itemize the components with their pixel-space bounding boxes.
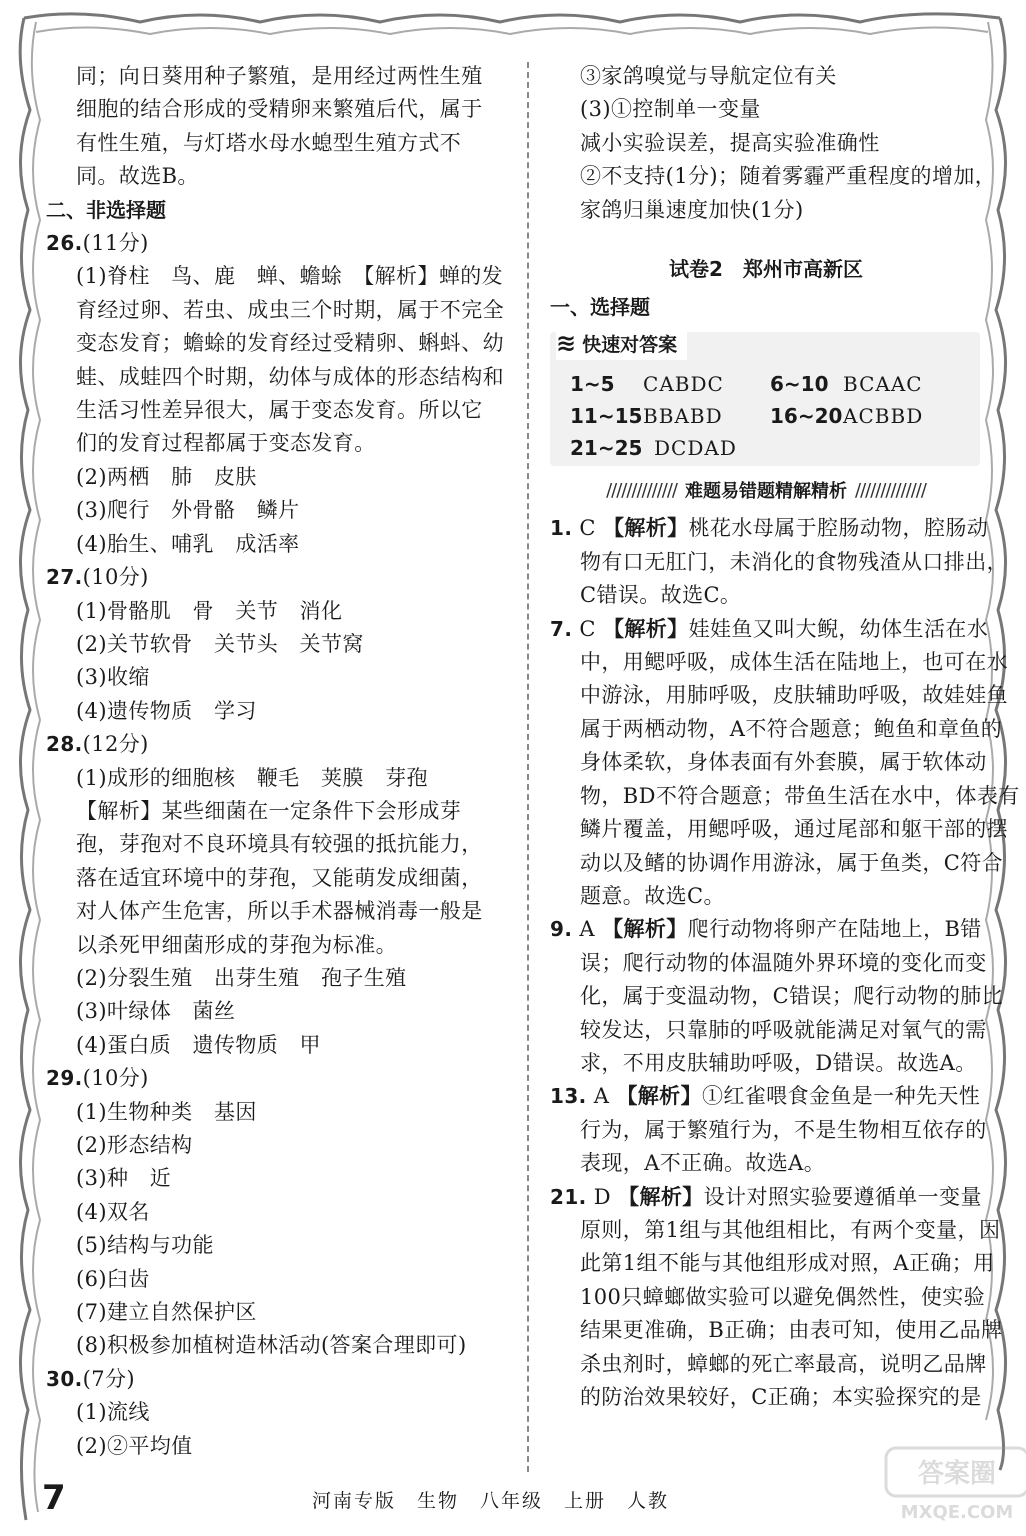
answer-line: (2)②平均值 [76,1433,193,1458]
analysis-number: 1. [550,516,573,541]
question-27-header [46,561,504,594]
section-title-choice: 一、选择题 [550,295,650,320]
text-line: ③家鸽嗅觉与导航定位有关 [580,64,837,88]
analysis-line: 杀虫剂时，蟑螂的死亡率最高，说明乙品牌 [580,1351,987,1376]
answer-row [570,432,970,464]
text-line: 减小实验误差，提高实验准确性 [580,130,880,155]
analysis-item-first-line [550,1181,982,1214]
analysis-tag: 【解析】 [602,616,689,641]
question-score: (7分) [82,1366,135,1391]
question-score: (10分) [82,565,149,590]
answer-range: 1~5 [570,372,615,397]
analysis-tag: 【解析】 [602,516,689,541]
analysis-tag: 【解析】 [602,917,688,942]
analysis-line: 物有口无肛门，未消化的食物残渣从口排出， [580,549,1008,574]
question-number: 30. [46,1366,83,1391]
quick-answer-label: 快速对答案 [582,333,678,356]
quick-answer-box [550,329,980,466]
analysis-answer: D [593,1184,611,1209]
answer-value: DCDAD [654,436,737,461]
text-line: (3)①控制单一变量 [580,97,761,122]
answer-line: (7)建立自然保护区 [76,1300,257,1325]
analysis-item-first-line [550,613,989,646]
answer-line: (4)双名 [76,1199,150,1224]
analysis-answer: C [579,516,596,541]
analysis-number: 21. [550,1184,587,1209]
answer-line: (1)脊柱 鸟、鹿 蝉、蟾蜍 【解析】蝉的发 [76,264,504,289]
answer-line: 生活习性差异很大，属于变态发育。所以它 [76,398,483,423]
analysis-line: 中，用鳃呼吸，成体生活在陆地上，也可在水 [580,650,1008,675]
answer-line: (2)分裂生殖 出芽生殖 孢子生殖 [76,965,407,990]
answer-line: 变态发育；蟾蜍的发育经过受精卵、蝌蚪、幼 [76,331,504,356]
answer-line: (4)遗传物质 学习 [76,698,257,723]
question-26-header [46,227,504,260]
text-line: 家鸽归巢速度加快(1分) [580,197,804,222]
answer-line: (1)骨骼肌 骨 关节 消化 [76,598,343,623]
question-29-header [46,1062,504,1095]
answer-line: (1)生物种类 基因 [76,1099,257,1124]
analysis-line: 行为，属于繁殖行为，不是生物相互依存的 [580,1117,987,1142]
answer-range: 16~20 [770,404,843,429]
analysis-line: 动以及鳍的协调作用游泳，属于鱼类，C符合 [580,850,1004,875]
paper-title: 试卷2 郑州市高新区 [669,257,863,282]
answer-range: 21~25 [570,436,643,461]
question-number: 27. [46,565,83,590]
analysis-line: 题意。故选C。 [580,883,725,908]
answer-value: ACBBD [843,404,924,429]
answer-line: (1)成形的细胞核 鞭毛 荚膜 芽孢 [76,765,428,790]
answer-row [570,368,970,400]
analysis-text: 桃花水母属于腔肠动物，腔肠动 [688,516,989,541]
analysis-line: 100只蟑螂做实验可以避免偶然性，使实验 [580,1284,986,1309]
answer-value: BBABD [643,404,723,429]
analysis-answer: A [579,917,595,942]
analysis-header [550,474,982,506]
analysis-line: 物，BD不符合题意；带鱼生活在水中，体表有 [580,783,1020,808]
answer-line: 以杀死甲细菌形成的芽孢为标准。 [76,932,397,957]
wave-icon: ≋ [556,329,577,358]
watermark-logo [882,1444,1026,1524]
text-line: 细胞的结合形成的受精卵来繁殖后代，属于 [76,97,483,122]
answer-line: (1)流线 [76,1400,150,1425]
analysis-answer: A [593,1084,610,1109]
analysis-line: 求，不用皮肤辅助呼吸，D错误。故选A。 [580,1050,977,1075]
analysis-number: 7. [550,616,573,641]
analysis-tag: 【解析】 [618,1184,704,1209]
analysis-tag: 【解析】 [616,1084,702,1109]
analysis-line: 的防治效果较好，C正确；本实验探究的是 [580,1385,982,1409]
answer-line: 【解析】某些细菌在一定条件下会形成芽 [76,798,462,823]
answer-line: (4)胎生、哺乳 成活率 [76,531,300,556]
answer-line: (3)收缩 [76,665,150,690]
text-line: 同；向日葵用种子繁殖，是用经过两性生殖 [76,64,483,88]
quick-answer-grid [570,368,970,464]
answer-range: 6~10 [770,372,829,397]
text-line: 同。故选B。 [76,164,199,189]
analysis-item-first-line [550,1080,982,1113]
answer-line: 蛙、成蛙四个时期，幼体与成体的形态结构和 [76,364,504,389]
analysis-text: ①红雀喂食金鱼是一种先天性 [701,1084,981,1109]
analysis-item-first-line [550,512,989,545]
right-column [550,60,1020,1414]
analysis-answer: C [579,616,596,641]
text-line: 有性生殖，与灯塔水母水螅型生殖方式不 [76,130,462,155]
analysis-line: 鳞片覆盖，用鳃呼吸，通过尾部和躯干部的摆 [580,817,1008,842]
analysis-line: 结果更准确，B正确；由表可知，使用乙品牌 [580,1318,1003,1343]
analysis-list [550,512,1020,1414]
question-score: (10分) [82,1066,149,1091]
answer-line: 对人体产生危害，所以手术器械消毒一般是 [76,899,483,924]
question-number: 28. [46,732,83,757]
answer-line: 们的发育过程都属于变态发育。 [76,431,376,456]
answer-line: (2)两栖 肺 皮肤 [76,464,257,489]
left-column [46,60,504,1463]
analysis-line: 表现，A不正确。故选A。 [580,1151,826,1176]
analysis-number: 13. [550,1084,587,1109]
answer-range: 11~15 [570,404,643,429]
answer-value: CABDC [643,372,724,397]
question-score: (12分) [82,732,149,757]
answer-value: BCAAC [843,372,923,397]
analysis-line: 身体柔软，身体表面有外套膜，属于软体动 [580,750,987,775]
answer-line: (4)蛋白质 遗传物质 甲 [76,1032,321,1057]
question-score: (11分) [82,231,149,256]
analysis-line: 较发达，只靠肺的呼吸就能满足对氧气的需 [580,1017,987,1042]
answer-line: (6)臼齿 [76,1266,150,1291]
analysis-line: 此第1组不能与其他组形成对照，A正确；用 [580,1251,995,1276]
analysis-text: 娃娃鱼又叫大鲵，幼体生活在水 [688,616,989,641]
answer-line: (3)叶绿体 菌丝 [76,999,236,1024]
answer-line: (8)积极参加植树造林活动(答案合理即可) [76,1333,467,1358]
analysis-text: 设计对照实验要遵循单一变量 [703,1184,982,1209]
answer-line: (2)关节软骨 关节头 关节窝 [76,631,364,656]
answer-line: 落在适宜环境中的芽孢，又能萌发成细菌， [76,865,483,890]
watermark-text-bottom: MXQE.COM [900,1502,1014,1523]
question-28-header [46,728,504,761]
answer-line: (2)形态结构 [76,1133,193,1157]
text-line: ②不支持(1分)；随着雾霾严重程度的增加， [580,164,997,189]
question-number: 29. [46,1066,83,1091]
analysis-line: 中游泳，用肺呼吸，皮肤辅助呼吸，故娃娃鱼 [580,683,1008,708]
analysis-item-first-line [550,913,982,946]
quick-answer-header [556,326,687,360]
decorative-dashes: ////////////// [606,479,677,501]
analysis-line: 化，属于变温动物，C错误；爬行动物的肺比 [580,984,1004,1009]
page-footer [42,1459,1014,1523]
answer-line: (3)种 近 [76,1166,172,1191]
analysis-number: 9. [550,917,573,942]
section-title-nonchoice: 二、非选择题 [46,197,166,222]
decorative-dashes: ////////////// [855,479,926,501]
analysis-title: 难题易错题精解精析 [685,481,847,503]
watermark-text-top: 答案圈 [917,1459,997,1489]
answer-line: (3)爬行 外骨骼 鳞片 [76,498,300,523]
analysis-line: C错误。故选C。 [580,583,742,608]
analysis-line: 原则，第1组与其他组相比，有两个变量，因 [580,1217,1001,1242]
answer-line: 育经过卵、若虫、成虫三个时期，属于不完全 [76,297,504,322]
answer-line: 孢，芽孢对不良环境具有较强的抵抗能力， [76,832,483,857]
question-number: 26. [46,231,83,256]
answer-line: (5)结构与功能 [76,1233,214,1258]
page-number: 7 [42,1478,66,1518]
analysis-line: 误；爬行动物的体温随外界环境的变化而变 [580,950,987,975]
analysis-line: 属于两栖动物，A不符合题意；鲍鱼和章鱼的 [580,716,1003,741]
edition-info: 河南专版 生物 八年级 上册 人教 [312,1490,670,1512]
answer-row [570,400,970,432]
question-30-header [46,1363,504,1396]
analysis-text: 爬行动物将卵产在陆地上，B错 [687,917,982,942]
column-divider [527,62,529,1472]
